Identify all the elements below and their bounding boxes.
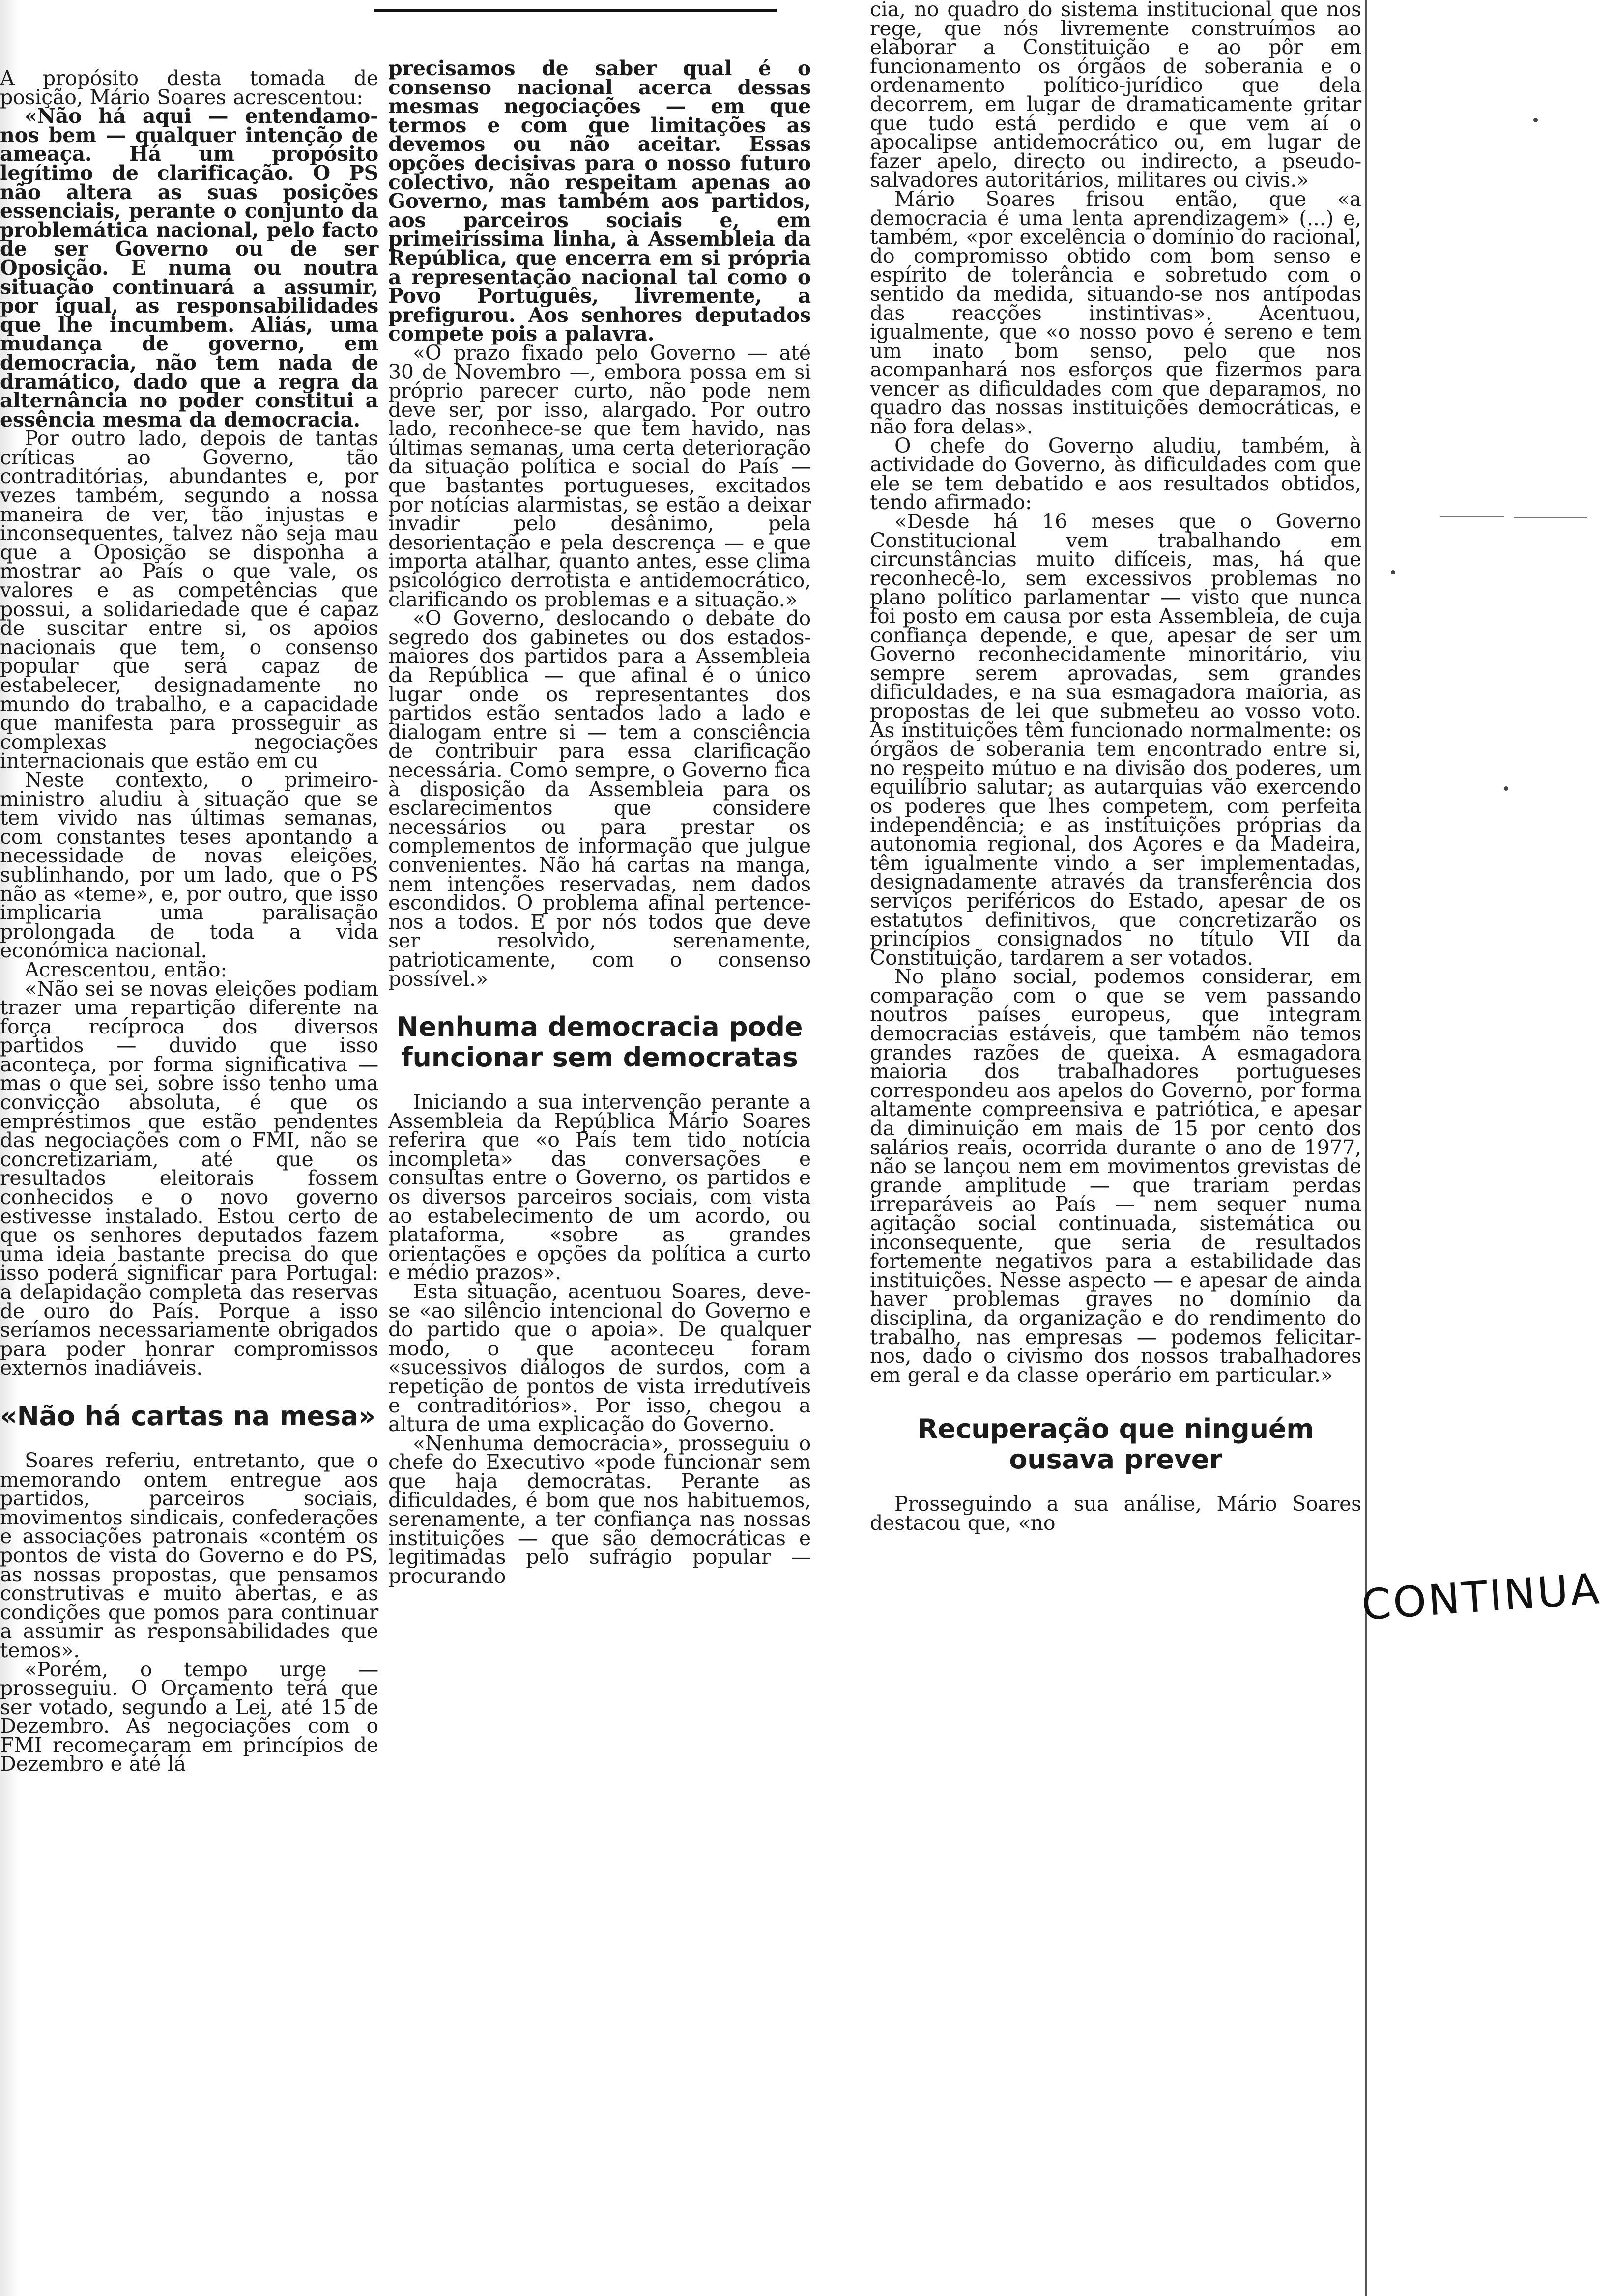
paragraph: A propósito desta tomada de posição, Mário Soares acrescentou: <box>0 66 378 109</box>
continua-handwritten-mark: CONTINUA <box>1360 1564 1603 1630</box>
speck <box>1391 570 1395 574</box>
paragraph: Iniciando a sua intervenção perante a Assembleia da República Mário Soares referira que «o País tem tido notícia incompleta» das conversações e consultas entre o Governo, os partidos e os diversos parceiros sociais, com vista ao estabelecimento de um acordo, ou plataforma, «sobre as grandes orientações e opções da política a curto e médio prazos». <box>388 1090 811 1285</box>
speck <box>1533 118 1538 122</box>
paragraph: Por outro lado, depois de tantas críticas ao Governo, tão contraditórias, abundantes e, por vezes também, segundo a nossa maneira de ver, tão injustas e inconsequentes, talvez não seja mau que a Oposição se disponha a mostrar ao País o que vale, os valores e as competências que possui, a solidariedade que é capaz de suscitar entre si, os apoios nacionais que tem, o consenso popular que será capaz de estabelecer, designadamente no mundo do trabalho, e a capacidade que manifesta para prosseguir as complexas negociações internacionais que estão em cu <box>0 427 378 773</box>
article-column-1 <box>0 0 378 1774</box>
paragraph: O chefe do Governo aludiu, também, à actividade do Governo, às dificuldades com que ele se tem debatido e aos resultados obtidos, tendo afirmado: <box>870 433 1361 515</box>
fold-mark <box>1514 517 1587 518</box>
article-column-2 <box>388 0 811 1586</box>
subheading: «Não há cartas na mesa» <box>0 1400 375 1432</box>
paragraph: «O prazo fixado pelo Governo — até 30 de Novembro —, embora possa em si próprio parecer curto, não pode nem deve ser, por isso, alargado. Por outro lado, reconhece-se que tem havido, nas últimas semanas, uma certa deterioração da situação política e social do País — que bastantes portugueses, excitados por notícias alarmistas, se estão a deixar invadir pelo desânimo, pela desorientação e pela descrença — e que importa atalhar, quanto antes, esse clima psicológico derrotista e antidemocrático, clarificando os problemas e a situação.» <box>388 341 811 611</box>
speck <box>1504 786 1508 791</box>
paragraph: «Não há aqui — entendamo-nos bem — qualquer intenção de ameaça. Há um propósito legítimo de clarificação. O PS não altera as suas posições essenciais, perante o conjunto da problemática nacional, pelo facto de ser Governo ou de ser Oposição. E numa ou noutra situação continuará a assumir, por igual, as responsabilidades que lhe incumbem. Aliás, uma mudança de governo, em democracia, não tem nada de dramático, dado que a regra da alternância no poder constitui a essência mesma da democracia. <box>0 104 378 431</box>
paragraph: Prosseguindo a sua análise, Mário Soares destacou que, «no <box>870 1492 1361 1535</box>
paragraph: cia, no quadro do sistema institucional que nos rege, que nós livremente construímos ao elaborar a Constituição e ao pôr em funcionamento os órgãos de soberania e o ordenamento político-jurídico que dela decorrem, em lugar de dramaticamente gritar que tudo está perdido e que vem aí o apocalipse antidemocrático ou, em lugar de fazer apelo, directo ou indirecto, a pseudo-salvadores autoritários, militares ou civis.» <box>870 0 1361 192</box>
paragraph: Soares referiu, entretanto, que o memorando ontem entregue aos partidos, parceiros sociais, movimentos sindicais, confederações e associações patronais «contém os pontos de vista do Governo e do PS, as nossas propostas, que pensamos construtivas e muito abertas, e as condições que pomos para continuar a assumir as responsabilidades que temos». <box>0 1448 378 1662</box>
fold-mark <box>1440 516 1504 517</box>
paragraph: Neste contexto, o primeiro-ministro aludiu à situação que se tem vivido nas últimas semanas, com constantes teses apontando a necessidade de novas eleições, sublinhando, por um lado, que o PS não as «teme», e, por outro, que isso implicaria uma paralisação prolongada de toda a vida económica nacional. <box>0 768 378 963</box>
paragraph: Acrescentou, então: <box>25 957 228 981</box>
clipping-cut-line <box>1365 0 1367 2296</box>
paragraph: Esta situação, acentuou Soares, deve-se «ao silêncio intencional do Governo e do partido que o apoia». De qualquer modo, o que aconteceu foram «sucessivos diálogos de surdos, com a repetição de pontos de vista irredutíveis e contraditórios». Por isso, chegou a altura de uma explicação do Governo. <box>388 1280 811 1436</box>
paragraph: «Não sei se novas eleições podiam trazer uma repartição diferente na força recíproca dos diversos partidos — duvido que isso aconteça, por forma significativa — mas o que sei, sobre isso tenho uma convicção absoluta, é que os empréstimos que estão pendentes das negociações com o FMI, não se concretizariam, até que os resultados eleitorais fossem conhecidos e o novo governo estivesse instalado. Estou certo de que os senhores deputados fazem uma ideia bastante precisa do que isso poderá significar para Portugal: a delapidação completa das reservas de ouro do País. Porque a isso seríamos necessariamente obrigados para poder honrar compromissos externos inadiáveis. <box>0 976 378 1380</box>
paragraph: Mário Soares frisou então, que «a democracia é uma lenta aprendizagem» (...) e, também, «por excelência o domínio do racional, do compromisso obtido com bom senso e espírito de tolerância e sobretudo com o sentido da medida, situando-se nos antípodas das reacções instintivas». Acentuou, igualmente, que «o nosso povo é sereno e tem um inato bom senso, pelo que nos acompanhará nos esforços que fizermos para vencer as dificuldades com que deparamos, no quadro das nossas instituições democráticas, e não fora delas». <box>870 187 1361 439</box>
subheading: Recuperação que ninguém ousava prever <box>917 1413 1314 1475</box>
paragraph: precisamos de saber qual é o consenso nacional acerca dessas mesmas negociações — em que termos e com que limitações as devemos ou não aceitar. Essas opções decisivas para o nosso futuro colectivo, não respeitam apenas ao Governo, mas também aos partidos, aos parceiros sociais e, em primeiríssima linha, à Assembleia da República, que encerra em si própria a representação nacional tal como o Povo Português, livremente, a prefigurou. Aos senhores deputados compete pois a palavra. <box>388 57 811 346</box>
paragraph: No plano social, podemos considerar, em comparação com o que se vem passando noutros países europeus, que integram democracias estáveis, que também não temos grandes razões de queixa. A esmagadora maioria dos trabalhadores portugueses correspondeu aos apelos do Governo, por forma altamente compreensiva e patriótica, e apesar da diminuição em mais de 15 por cento dos salários reais, ocorrida durante o ano de 1977, não se lançou nem em movimentos grevistas de grande amplitude — que trariam perdas irreparáveis ao País — nem sequer numa agitação social continuada, sistemática ou inconsequente, que seria de resultados fortemente negativos para a estabilidade das instituições. Nesse aspecto — e apesar de ainda haver problemas graves no domínio da disciplina, da organização e do rendimento do trabalho, nas empresas — podemos felicitar-nos, dado o civismo dos nossos trabalhadores em geral e da classe operário em particular.» <box>870 965 1361 1387</box>
paragraph: «Porém, o tempo urge — prosseguiu. O Orçamento terá que ser votado, segundo a Lei, até 15 de Dezembro. As negociações com o FMI recomeçaram em princípios de Dezembro e até lá <box>0 1657 378 1776</box>
paragraph: «Desde há 16 meses que o Governo Constitucional vem trabalhando em circunstâncias muito difíceis, mas, há que reconhecê-lo, sem excessivos problemas no plano político parlamentar — visto que nunca foi posto em causa por esta Assembleia, de cuja confiança depende, e que, apesar de ser um Governo reconhecidamente minoritário, viu sempre serem aprovadas, sem grandes dificuldades, e na sua esmagadora maioria, as propostas de lei que submeteu ao vosso voto. As instituições têm funcionado normalmente: os órgãos de soberania tem encontrado entre si, no respeito mútuo e na divisão dos poderes, um equilíbrio salutar; as autarquias vão exercendo os poderes que lhes competem, com perfeita independência; e as instituições próprias da autonomia regional, dos Açores e da Madeira, têm igualmente vindo a ser implementadas, designadamente através da transferência dos serviços periféricos do Estado, apesar de os estatutos definitivos, que concretizarão os princípios consignados no título VII da Constituição, tardarem a ser votados. <box>870 510 1361 970</box>
paragraph: «O Governo, deslocando o debate do segredo dos gabinetes ou dos estados-maiores dos partidos para a Assembleia da República — que afinal é o único lugar onde os representantes dos partidos estão sentados lado a lado e dialogam entre si — tem a consciência de contribuir para essa clarificação necessária. Como sempre, o Governo fica à disposição da Assembleia para os esclarecimentos que considere necessários ou para prestar os complementos de informação que julgue convenientes. Não há cartas na manga, nem intenções reservadas, nem dados escondidos. O problema afinal pertence-nos a todos. E por nós todos que deve ser resolvido, serenamente, patrioticamente, com o consenso possível.» <box>388 606 811 991</box>
article-column-3 <box>870 0 1361 1533</box>
paragraph: «Nenhuma democracia», prosseguiu o chefe do Executivo «pode funcionar sem que haja democratas. Perante as dificuldades, é bom que nos habituemos, serenamente, a ter confiança nas nossas instituições — que são democráticas e legitimadas pelo sufrágio popular — procurando <box>388 1431 811 1588</box>
subheading: Nenhuma democracia pode funcionar sem democratas <box>396 1011 803 1073</box>
